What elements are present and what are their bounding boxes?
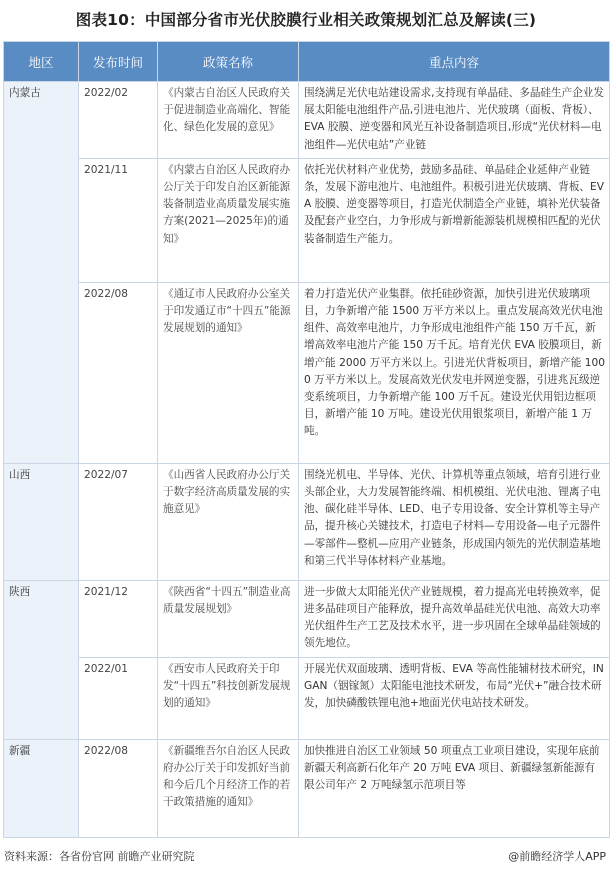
content-cell: 着力打造光伏产业集群。依托硅砂资源，加快引进光伏玻璃项目，力争新增产能 1500 万平方米以上。重点发展高效光伏电池组件、高效率电池片，力争形成电池组件产能 150 万千瓦，新增高效率电池片产能 150 万千瓦。培育光伏 EVA 胶膜项目，新增产能 2000 万平方米以上。引进光伏背板项目，新增产能 1000 万平方米以上。发展高效光伏发电并网逆变器，引进兆瓦级逆变系统项目，力争新增产能 100 万千瓦。建设光伏用铝边框项目，新增产能 10 万吨。建设光伏用银浆项目，新增产能 1 万吨。 (299, 282, 610, 463)
table-row (4, 158, 610, 282)
content-cell: 进一步做大太阳能光伏产业链规模，着力提高光电转换效率，促进多晶硅项目产能释放，提升高效单晶硅光伏电池、高效大功率光伏组件生产工艺及技术水平，进一步巩固在全球单晶硅领域的领先地位。 (299, 580, 610, 657)
policy-name-cell: 《新疆维吾尔自治区人民政府办公厅关于印发抓好当前和今后几个月经济工作的若干政策措施的通知》 (158, 739, 299, 837)
policy-name-cell: 《陕西省“十四五”制造业高质量发展规划》 (158, 580, 299, 657)
date-cell: 2022/08 (79, 739, 158, 837)
region-cell: 内蒙古 (4, 82, 79, 464)
content-cell: 围绕满足光伏电站建设需求,支持现有单晶硅、多晶硅生产企业发展太阳能电池组件产品,引进电池片、光伏玻璃（面板、背板）、EVA 胶膜、逆变器和风光互补设备制造项目,形成“光伏材料—电池组件—光伏电站”产业链 (299, 82, 610, 159)
content-cell: 开展光伏双面玻璃、透明背板、EVA 等高性能辅材技术研究，INGAN（铟镓氮）太阳能电池技术研发，布局“光伏+”融合技术研发，加快磷酸铁锂电池+地面光伏电站技术研发。 (299, 657, 610, 739)
table-row (4, 739, 610, 837)
table-row (4, 82, 610, 159)
region-cell: 新疆 (4, 739, 79, 837)
credit-note: @前瞻经济学人APP (508, 850, 606, 863)
header-key-content: 重点内容 (299, 42, 610, 82)
content-cell: 依托光伏材料产业优势，鼓励多晶硅、单晶硅企业延伸产业链条，发展下游电池片、电池组件。积极引进光伏玻璃、背板、EVA 胶膜、逆变器等项目，打造光伏制造全产业链，填补光伏装备及配套产业空白，力争形成与新增新能源装机规模相匹配的光伏装备制造生产能力。 (299, 158, 610, 282)
date-cell: 2022/08 (79, 282, 158, 463)
table-header-row (4, 42, 610, 82)
date-cell: 2021/11 (79, 158, 158, 282)
table-row (4, 463, 610, 580)
table-row (4, 282, 610, 463)
table-row (4, 657, 610, 739)
content-cell: 加快推进自治区工业领域 50 项重点工业项目建设，实现年底前新疆天利高新石化年产 20 万吨 EVA 项目、新疆绿氢新能源有限公司年产 2 万吨绿氢示范项目等 (299, 739, 610, 837)
policy-table (3, 41, 610, 838)
region-cell: 陕西 (4, 580, 79, 739)
source-note: 资料来源：各省份官网 前瞻产业研究院 (4, 850, 195, 863)
table-row (4, 580, 610, 657)
date-cell: 2022/01 (79, 657, 158, 739)
date-cell: 2022/07 (79, 463, 158, 580)
chart-title: 图表10：中国部分省市光伏胶膜行业相关政策规划汇总及解读(三) (75, 11, 537, 29)
date-cell: 2021/12 (79, 580, 158, 657)
policy-name-cell: 《西安市人民政府关于印发“十四五”科技创新发展规划的通知》 (158, 657, 299, 739)
header-policy-name: 政策名称 (158, 42, 299, 82)
date-cell: 2022/02 (79, 82, 158, 159)
policy-name-cell: 《通辽市人民政府办公室关于印发通辽市“十四五”能源发展规划的通知》 (158, 282, 299, 463)
header-region: 地区 (4, 42, 79, 82)
policy-name-cell: 《山西省人民政府办公厅关于数字经济高质量发展的实施意见》 (158, 463, 299, 580)
content-cell: 围绕光机电、半导体、光伏、计算机等重点领域，培育引进行业头部企业，大力发展智能终端、相机模组、光伏电池、锂离子电池、碳化硅半导体、LED、电子专用设备、安全计算机等主导产品，提升核心关键技术，打造电子材料—专用设备—电子元器件—零部件—整机—应用产业链条，形成国内领先的光伏制造基地和第三代半导体材料产业基地。 (299, 463, 610, 580)
region-cell: 山西 (4, 463, 79, 580)
header-date: 发布时间 (79, 42, 158, 82)
policy-name-cell: 《内蒙古自治区人民政府办公厅关于印发自治区新能源装备制造业高质量发展实施方案(2021—2025年)的通知》 (158, 158, 299, 282)
policy-name-cell: 《内蒙古自治区人民政府关于促进制造业高端化、智能化、绿色化发展的意见》 (158, 82, 299, 159)
